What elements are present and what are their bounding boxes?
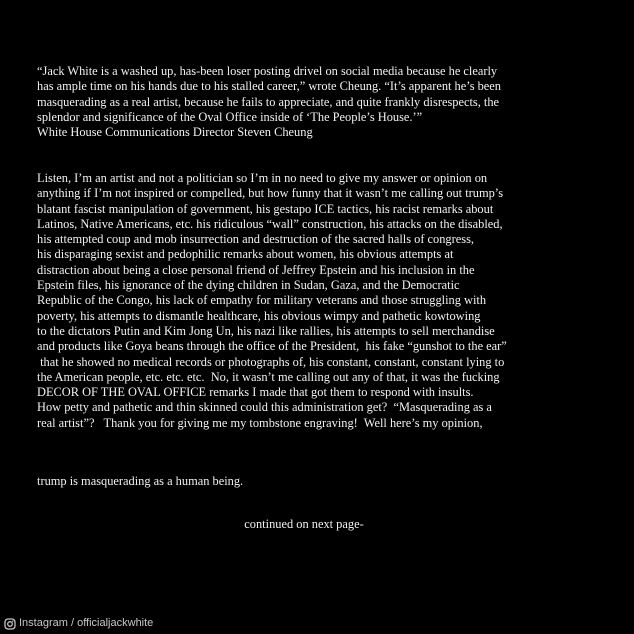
- response-line: How petty and pathetic and thin skinned could this administration get? “Masquerading as a: [37, 400, 492, 415]
- response-line: the American people, etc. etc. etc. No, it wasn’t me calling out any of that, it was the fucking: [37, 369, 500, 384]
- response-line: his attempted coup and mob insurrection and destruction of the sacred halls of congress,: [37, 232, 474, 247]
- quote-attribution: White House Communications Director Steven Cheung: [37, 125, 313, 140]
- instagram-icon: [4, 618, 16, 630]
- quote-line: masquerading as a real artist, because he fails to appreciate, and quite frankly disrespects, the: [37, 94, 500, 109]
- response-line: Latinos, Native Americans, etc. his ridiculous “wall” construction, his attacks on the disabled,: [37, 216, 503, 231]
- quote-line: has ample time on his hands due to his stalled career,” wrote Cheung. “It’s apparent he’s been: [37, 79, 502, 94]
- response-line: that he showed no medical records or photographs of, his constant, constant, constant lying to: [37, 354, 505, 369]
- response-line: and products like Goya beans through the office of the President, his fake “gunshot to the ear”: [37, 339, 507, 354]
- quote-line: “Jack White is a washed up, has-been loser posting drivel on social media because he clearly: [37, 64, 498, 78]
- response-line: distraction about being a close personal friend of Jeffrey Epstein and his inclusion in the: [37, 262, 475, 277]
- closing-line: trump is masquerading as a human being.: [37, 474, 244, 488]
- closing-statement: [37, 474, 617, 489]
- response-line: to the dictators Putin and Kim Jong Un, his nazi like rallies, his attempts to sell merchandise: [37, 323, 495, 338]
- response-line: Epstein files, his ignorance of the dying children in Sudan, Gaza, and the Democratic: [37, 278, 460, 293]
- continued-text: continued on next page-: [244, 517, 364, 531]
- continued-notice: [0, 517, 634, 532]
- response-line: anything if I’m not inspired or compelled, but how funny that it wasn’t me calling out trump’s: [37, 186, 504, 201]
- cheung-quote: [37, 64, 617, 140]
- quote-line: splendor and significance of the Oval Office inside of ‘The People’s House.’”: [37, 109, 423, 124]
- response-line: Listen, I’m an artist and not a politician so I’m in no need to give my answer or opinion on: [37, 171, 488, 185]
- response-line: poverty, his attempts to dismantle healthcare, his obvious wimpy and pathetic kowtowing: [37, 308, 481, 323]
- response-line: Republic of the Congo, his lack of empathy for military veterans and those struggling with: [37, 293, 487, 308]
- response-line: DECOR OF THE OVAL OFFICE remarks I made that got them to respond with insults.: [37, 385, 474, 400]
- response-line: his disparaging sexist and pedophilic remarks about women, his obvious attempts at: [37, 247, 454, 262]
- source-watermark: [4, 617, 153, 630]
- watermark-text: Instagram / officialjackwhite: [19, 617, 154, 629]
- jack-white-response: [37, 171, 617, 431]
- response-line: blatant fascist manipulation of government, his gestapo ICE tactics, his racist remarks about: [37, 201, 494, 216]
- response-line: real artist”? Thank you for giving me my tombstone engraving! Well here’s my opinion,: [37, 415, 483, 430]
